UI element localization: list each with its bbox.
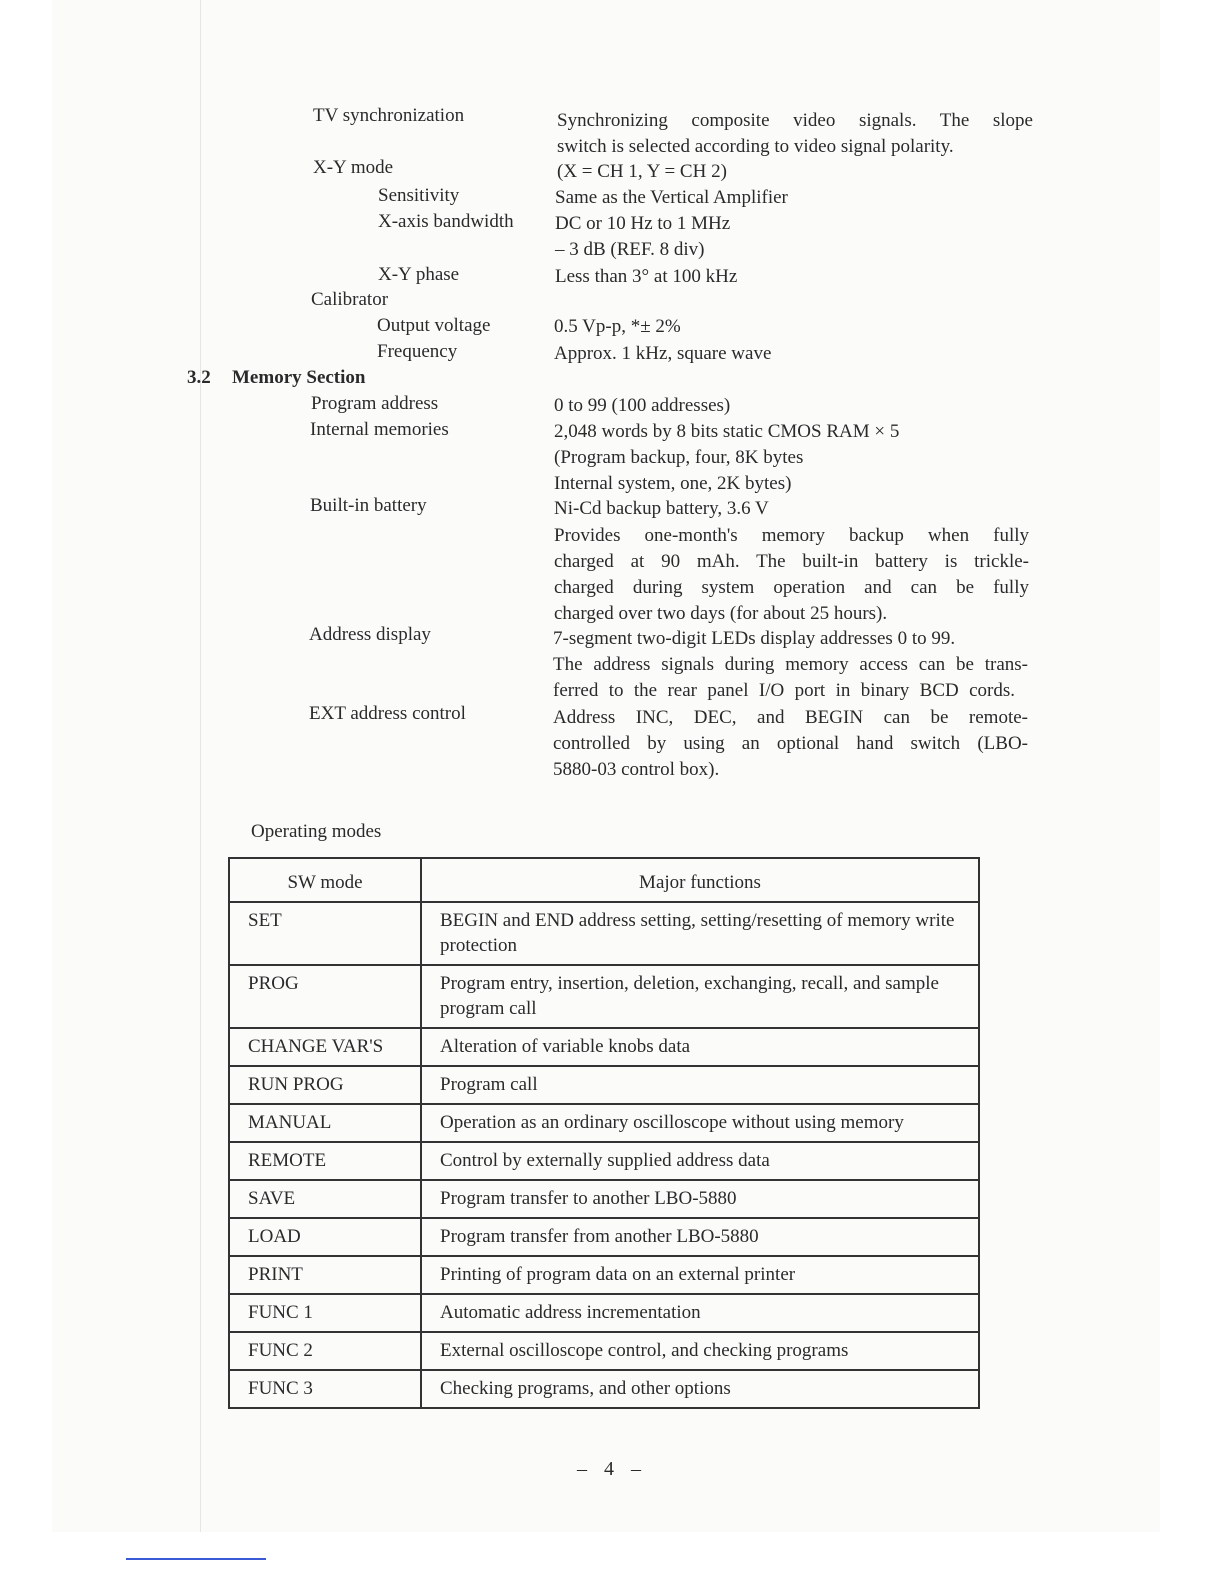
operating-modes-table [228,857,980,1409]
major-function-cell: Program transfer from another LBO-5880 [421,1218,979,1256]
spec-value-tv-sync-line2: switch is selected according to video signal polarity. [557,136,954,157]
table-row [229,1332,979,1370]
spec-value-address-display-line3: ferred to the rear panel I/O port in binary BCD cords. [553,680,1015,701]
spec-value-output-voltage: 0.5 Vp-p, *± 2% [554,316,681,337]
major-function-cell: Printing of program data on an external printer [421,1256,979,1294]
operating-modes-body [229,902,979,1408]
spec-label-x-axis-bandwidth: X-axis bandwidth [378,211,514,232]
sw-mode-cell: REMOTE [229,1142,421,1180]
major-function-cell: External oscilloscope control, and checking programs [421,1332,979,1370]
page-number: – 4 – [577,1458,647,1480]
major-function-cell: Alteration of variable knobs data [421,1028,979,1066]
spec-value-built-in-battery-line4: charged during system operation and can be fully [554,577,1029,598]
spec-value-internal-memories-line1: 2,048 words by 8 bits static CMOS RAM × 5 [554,421,900,442]
page-fold-line [200,0,201,1532]
sw-mode-cell: RUN PROG [229,1066,421,1104]
spec-value-internal-memories-line2: (Program backup, four, 8K bytes [554,447,804,468]
table-row [229,1294,979,1332]
spec-value-xy-phase: Less than 3° at 100 kHz [555,266,738,287]
spec-value-ext-address-control-line1: Address INC, DEC, and BEGIN can be remote- [553,707,1028,728]
spec-value-frequency: Approx. 1 kHz, square wave [554,343,772,364]
spec-value-x-axis-bandwidth-line1: DC or 10 Hz to 1 MHz [555,213,731,234]
spec-label-address-display: Address display [309,624,431,645]
spec-value-internal-memories-line3: Internal system, one, 2K bytes) [554,473,792,494]
spec-value-sensitivity: Same as the Vertical Amplifier [555,187,788,208]
sw-mode-cell: LOAD [229,1218,421,1256]
table-header-row [229,858,979,902]
major-function-cell: Program transfer to another LBO-5880 [421,1180,979,1218]
section-title: Memory Section [232,367,366,388]
spec-label-output-voltage: Output voltage [377,315,491,336]
spec-label-calibrator: Calibrator [311,289,389,310]
spec-value-built-in-battery-line5: charged over two days (for about 25 hours). [554,603,888,624]
spec-value-built-in-battery-line2: Provides one-month's memory backup when fully [554,525,1029,546]
sw-mode-cell: PRINT [229,1256,421,1294]
sw-mode-cell: FUNC 3 [229,1370,421,1408]
spec-label-xy-phase: X-Y phase [378,264,460,285]
spec-label-frequency: Frequency [377,341,458,362]
major-function-cell: Automatic address incrementation [421,1294,979,1332]
table-row [229,902,979,965]
sw-mode-cell: CHANGE VAR'S [229,1028,421,1066]
table-row [229,965,979,1028]
spec-label-program-address: Program address [311,393,439,414]
table-row [229,1180,979,1218]
spec-value-ext-address-control-line3: 5880-03 control box). [553,759,720,780]
sw-mode-cell: SAVE [229,1180,421,1218]
spec-value-x-axis-bandwidth-line2: – 3 dB (REF. 8 div) [555,239,705,260]
operating-modes-caption: Operating modes [251,821,382,842]
sw-mode-cell: SET [229,902,421,965]
spec-value-address-display-line1: 7-segment two-digit LEDs display addresses 0 to 99. [553,628,956,649]
table-row [229,1370,979,1408]
spec-label-xy-mode: X-Y mode [313,157,394,178]
table-row [229,1104,979,1142]
section-number: 3.2 [187,367,211,388]
table-row [229,1256,979,1294]
major-function-cell: Control by externally supplied address data [421,1142,979,1180]
spec-value-ext-address-control-line2: controlled by using an optional hand switch (LBO- [553,733,1028,754]
major-function-cell: Program entry, insertion, deletion, exchanging, recall, and sample program call [421,965,979,1028]
table-row [229,1218,979,1256]
spec-label-internal-memories: Internal memories [310,419,449,440]
spec-label-sensitivity: Sensitivity [378,185,460,206]
table-row [229,1028,979,1066]
sw-mode-cell: MANUAL [229,1104,421,1142]
spec-value-built-in-battery-line3: charged at 90 mAh. The built-in battery is trickle- [554,551,1029,572]
sw-mode-cell: FUNC 1 [229,1294,421,1332]
spec-label-tv-sync: TV synchronization [313,105,465,126]
major-function-cell: BEGIN and END address setting, setting/resetting of memory write protection [421,902,979,965]
spec-value-built-in-battery-line1: Ni-Cd backup battery, 3.6 V [554,498,769,519]
major-function-cell: Program call [421,1066,979,1104]
spec-value-xy-mode: (X = CH 1, Y = CH 2) [557,161,727,182]
column-header-sw-mode: SW mode [229,858,421,902]
sw-mode-cell: PROG [229,965,421,1028]
table-row [229,1142,979,1180]
column-header-major-functions: Major functions [421,858,979,902]
sw-mode-cell: FUNC 2 [229,1332,421,1370]
spec-value-tv-sync-line1: Synchronizing composite video signals. The slope [557,110,1033,131]
spec-value-address-display-line2: The address signals during memory access can be trans- [553,654,1028,675]
major-function-cell: Operation as an ordinary oscilloscope without using memory [421,1104,979,1142]
spec-label-ext-address-control: EXT address control [309,703,466,724]
spec-label-built-in-battery: Built-in battery [310,495,427,516]
major-function-cell: Checking programs, and other options [421,1370,979,1408]
spec-value-program-address: 0 to 99 (100 addresses) [554,395,731,416]
footer-rule [126,1558,266,1560]
table-row [229,1066,979,1104]
